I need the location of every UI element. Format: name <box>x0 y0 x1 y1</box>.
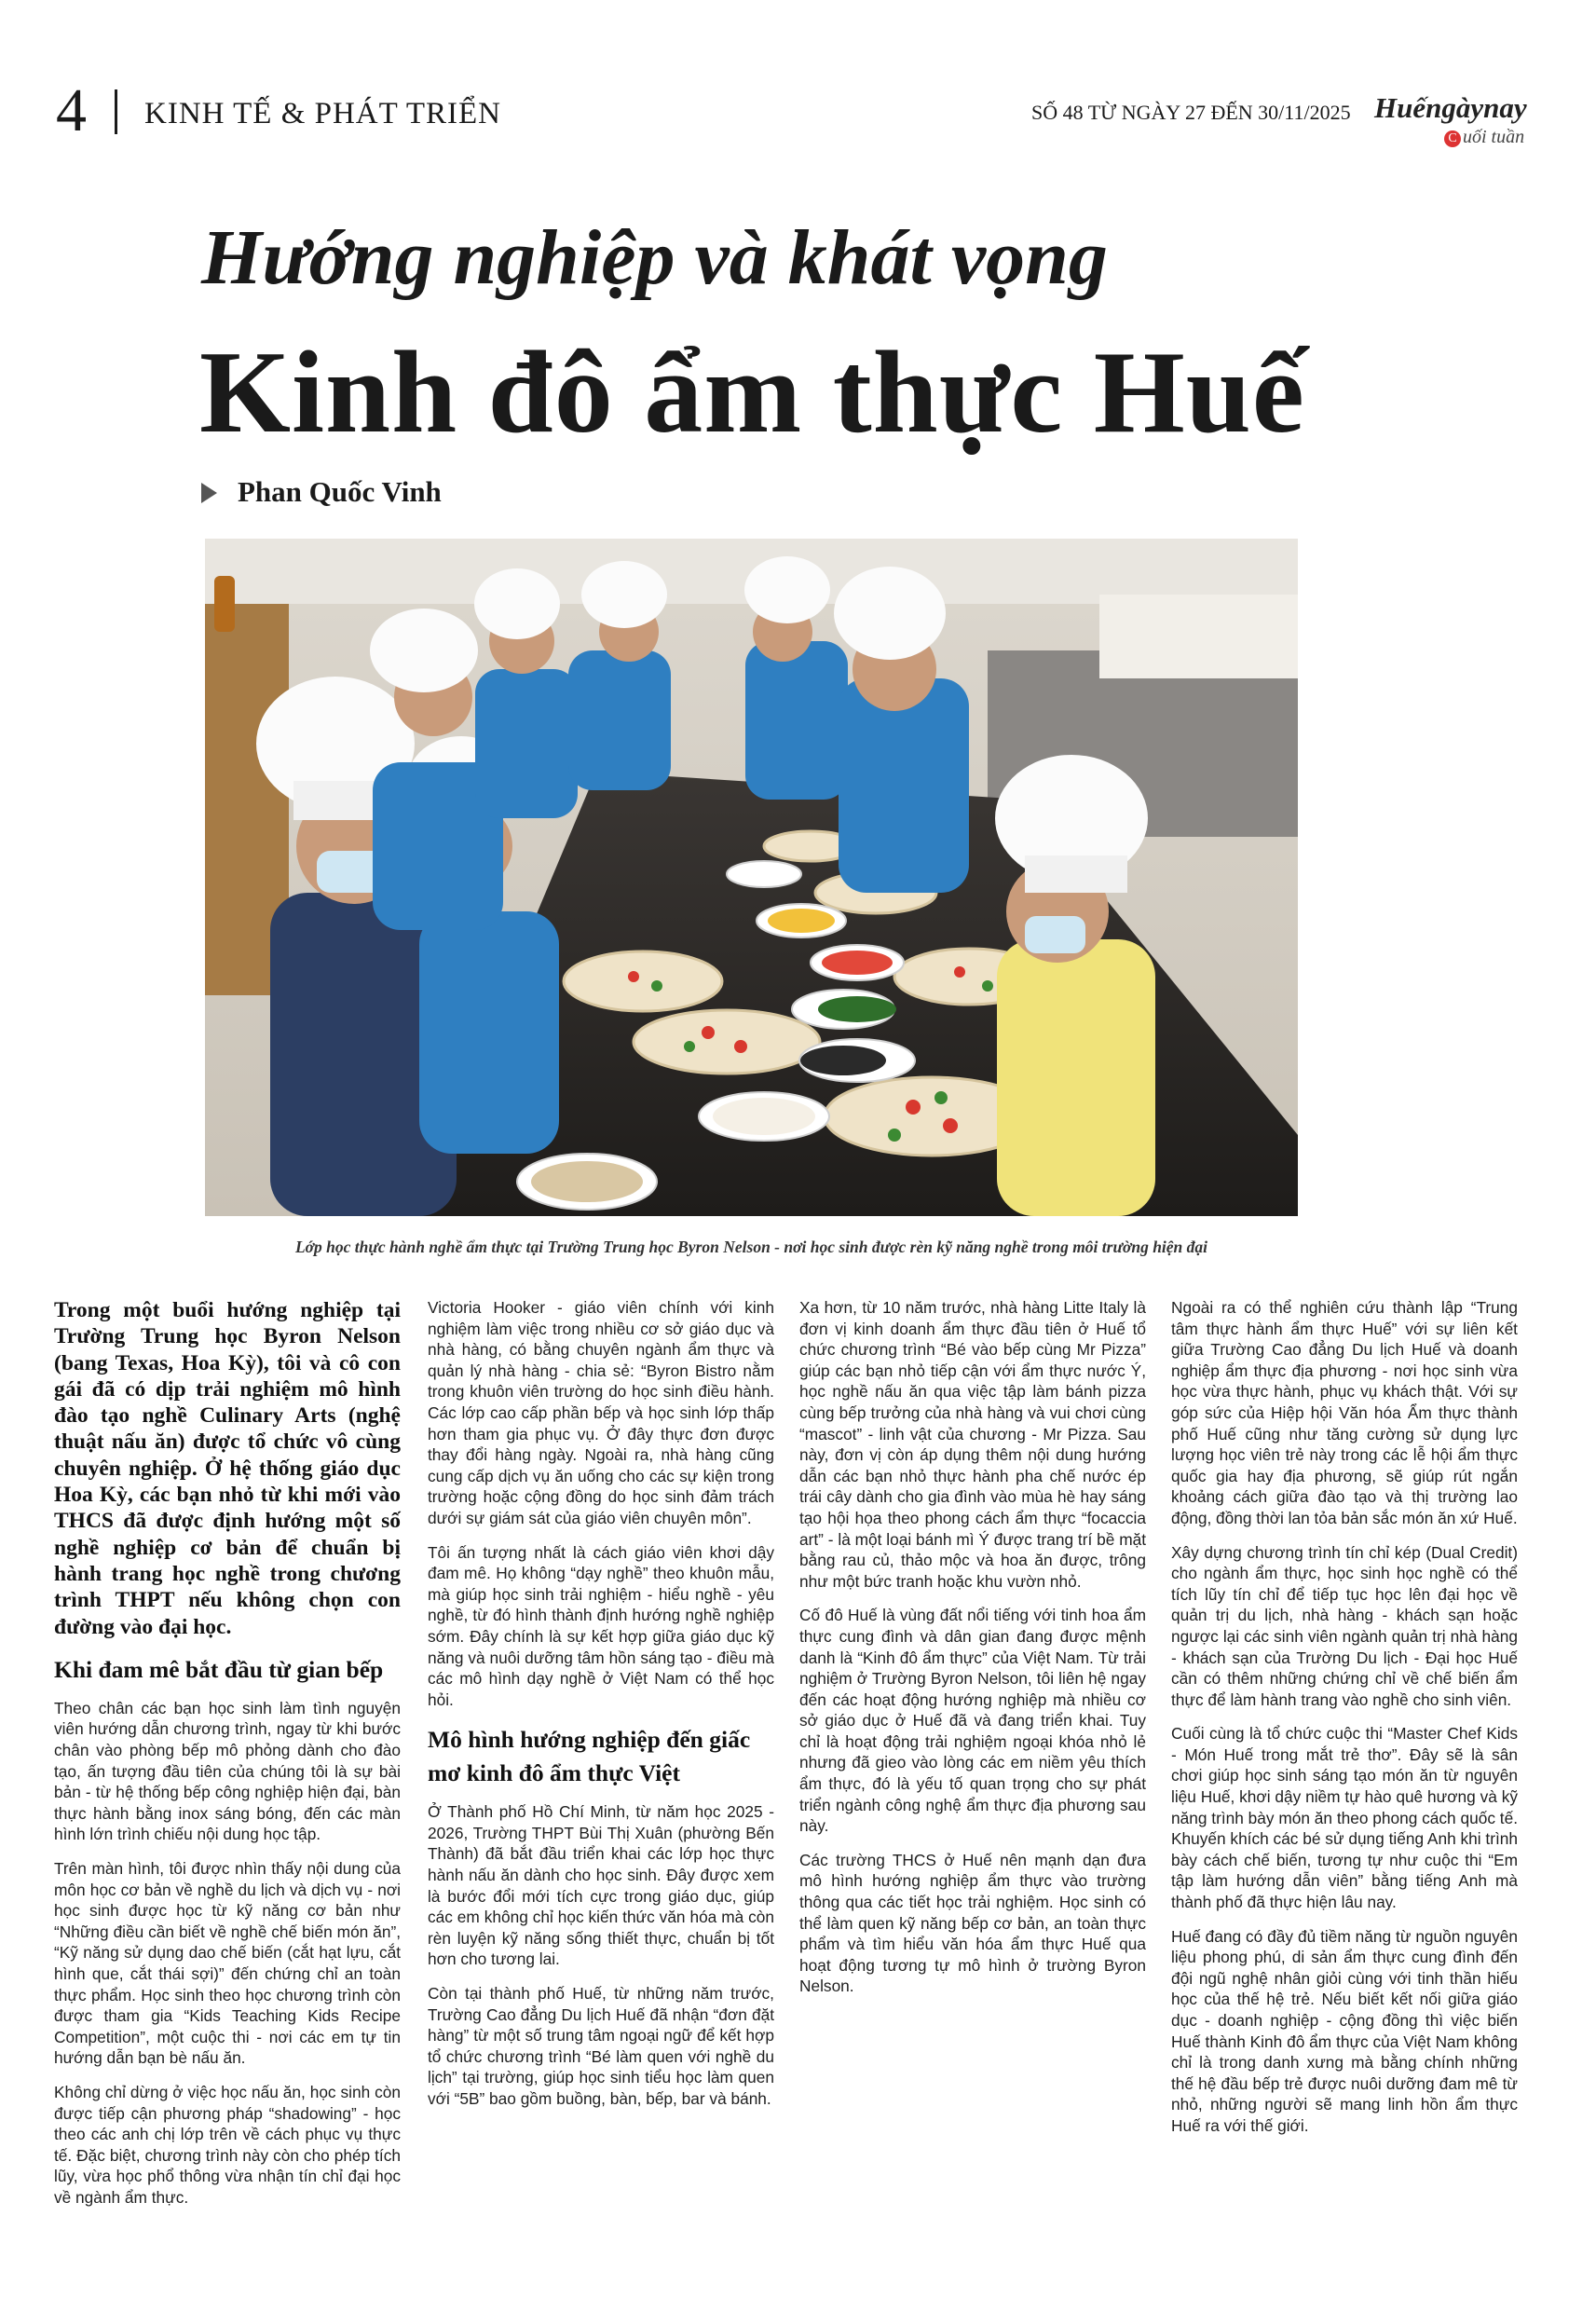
paragraph: Còn tại thành phố Huế, từ những năm trước, Trường Cao đẳng Du lịch Huế đã nhận “đơn đặt hàng” từ một số trung tâm ngoại ngữ để kết hợp tổ chức chương trình “Bé làm quen với nghề du lịch” tại trường, giúp học sinh tiểu học làm quen với “5B” bao gồm buồng, bàn, bếp, bar và bánh. <box>428 1984 774 2108</box>
paragraph: Cố đô Huế là vùng đất nổi tiếng với tinh hoa ẩm thực cung đình và dân gian đang được mệnh danh là “Kinh đô ẩm thực” của Việt Nam. Từ trải nghiệm ở Trường Byron Nelson, tôi liên hệ ngay đến các hoạt động hướng nghiệp mà nhiều cơ sở giáo dục ở Huế đã và đang triển khai. Tuy chỉ là hoạt động trải nghiệm ngoại khóa nhỏ lẻ nhưng đã gieo vào lòng các em niềm yêu thích ẩm thực, đó là yếu tố quan trọng cho sự phát triển ngành công nghệ ẩm thực địa phương sau này. <box>799 1606 1146 1836</box>
paragraph: Xây dựng chương trình tín chỉ kép (Dual Credit) cho ngành ẩm thực, học sinh học nghề có thể tích lũy tín chỉ để tiếp tục học lên đại học về quản trị du lịch, nhà hàng - khách sạn hoặc ngược lại các sinh viên ngành quản trị nhà hàng - khách sạn của Trường Du lịch - Đại học Huế cần có thêm những chứng chỉ về chế biến ẩm thực để làm hành trang vào nghề cho sinh viên. <box>1171 1542 1518 1709</box>
paragraph: Xa hơn, từ 10 năm trước, nhà hàng Litte Italy là đơn vị kinh doanh ẩm thực đầu tiên ở Huế tổ chức chương trình “Bé vào bếp cùng Mr Pizza” giúp các bạn nhỏ tiếp cận với ẩm thực nước Ý, học nghề nấu ăn qua việc tập làm bánh pizza cùng bếp trưởng của nhà hàng và vui chơi cùng “mascot” - linh vật của chương - Mr Pizza. Sau này, đơn vị còn áp dụng thêm nội dung hướng dẫn các bạn nhỏ thực hành pha chế nước ép trái cây dành cho gia đình vào mùa hè hay sáng tạo hội họa theo phong cách ẩm thực “focaccia art” - là một loại bánh mì Ý được trang trí bề mặt bằng rau củ, thảo mộc và hoa ăn được, trông như một bức tranh hoặc khu vườn nhỏ. <box>799 1298 1146 1591</box>
newspaper-logo-subtitle <box>1444 127 1524 148</box>
article-lead: Trong một buổi hướng nghiệp tại Trường Trung học Byron Nelson (bang Texas, Hoa Kỳ), tôi và cô con gái đã có dịp trải nghiệm mô hình đào tạo nghề Culinary Arts (nghệ thuật nấu ăn) được tổ chức vô cùng chuyên nghiệp. Ở hệ thống giáo dục Hoa Kỳ, các bạn nhỏ từ khi mới vào THCS đã được định hướng một số nghề nghiệp cơ bản để chuẩn bị hành trang học nghề trong chương trình THPT nếu không chọn con đường vào đại học. <box>54 1298 401 1639</box>
paragraph: Cuối cùng là tổ chức cuộc thi “Master Chef Kids - Món Huế trong mắt trẻ thơ”. Đây sẽ là sân chơi giúp học sinh sáng tạo món ăn từ nguyên liệu Huế, khơi dậy niềm tự hào quê hương và kỹ năng trình bày món ăn theo phong cách quốc tế. Khuyến khích các bé sử dụng tiếng Anh khi trình bày cách chế biến, tương tự như cuộc thi “Em tập làm hướng dẫn viên” bằng tiếng Anh mà thành phố đã thực hiện lâu nay. <box>1171 1724 1518 1912</box>
paragraph: Các trường THCS ở Huế nên mạnh dạn đưa mô hình hướng nghiệp ẩm thực vào trường thông qua các tiết học trải nghiệm. Học sinh có thể làm quen kỹ năng bếp cơ bản, an toàn thực phẩm và tìm hiểu văn hóa ẩm thực Huế qua hoạt động tương tự mô hình ở trường Byron Nelson. <box>799 1850 1146 1996</box>
page-number: 4 <box>56 76 87 144</box>
paragraph: Ngoài ra có thể nghiên cứu thành lập “Trung tâm thực hành ẩm thực Huế” với sự liên kết giữa Trường Cao đẳng Du lịch Huế và doanh nghiệp ẩm thực địa phương - nơi học sinh vừa học vừa thực hành, phục vụ khách thật. Với sự góp sức của Hiệp hội Văn hóa Ẩm thực thành phố Huế cũng như tăng cường sử dụng lực lượng học viên trẻ này trong các lễ hội ẩm thực quốc gia hay địa phương, sẽ giúp rút ngắn khoảng cách giữa đào tạo và thị trường lao động, đồng thời lan tỏa bản sắc món ăn xứ Huế. <box>1171 1298 1518 1527</box>
subheading-1: Khi đam mê bắt đầu từ gian bếp <box>54 1655 384 1683</box>
cuoi-tuan-mark-icon: C <box>1444 130 1461 147</box>
photo-caption: Lớp học thực hành nghề ẩm thực tại Trường Trung học Byron Nelson - nơi học sinh được rèn kỹ năng nghề trong môi trường hiện đại <box>294 1238 1208 1256</box>
article-kicker: Hướng nghiệp và khát vọng <box>201 214 1108 301</box>
header-divider <box>115 89 117 134</box>
article-column-4 <box>1171 1297 1518 2150</box>
paragraph: Ở Thành phố Hồ Chí Minh, từ năm học 2025 - 2026, Trường THPT Bùi Thị Xuân (phường Bến Thành) đã bắt đầu triển khai các lớp học thực hành nấu ăn dành cho học sinh. Đây được xem là bước đổi mới tích cực trong giáo dục, giúp các em không chỉ học kiến thức văn hóa mà còn rèn luyện kỹ năng sống thiết thực, chuẩn bị tốt hơn cho tương lai. <box>428 1802 774 1969</box>
paragraph: Không chỉ dừng ở việc học nấu ăn, học sinh còn được tiếp cận phương pháp “shadowing” - học theo các anh chị lớp trên về cách phục vụ thực tế. Đặc biệt, chương trình này còn cho phép tích lũy, vừa học phổ thông vừa nhận tín chỉ đại học về ngành ẩm thực. <box>54 2082 401 2207</box>
paragraph: Victoria Hooker - giáo viên chính với kinh nghiệm làm việc trong nhiều cơ sở giáo dục và nhà hàng, có bằng chuyên ngành ẩm thực và quản lý nhà hàng - chia sẻ: “Byron Bistro nằm trong khuôn viên trường do học sinh điều hành. Các lớp cao cấp phần bếp và học sinh lớp thấp hơn tham gia phục vụ. Ở đây thực đơn được thay đổi hàng ngày. Ngoài ra, nhà hàng cũng cung cấp dịch vụ ăn uống cho các sự kiện trong trường hoặc cộng đồng do học sinh đảm trách dưới sự giám sát của giáo viên chuyên môn”. <box>428 1298 774 1527</box>
article-photo <box>205 539 1298 1216</box>
article-title: Kinh đô ẩm thực Huế <box>199 328 1305 458</box>
article-column-2 <box>428 1297 774 2123</box>
byline-triangle-icon <box>201 483 217 503</box>
newspaper-logo: Huếngàynay <box>1374 91 1527 124</box>
brand-sub-text: uối tuần <box>1463 127 1525 147</box>
author-name: Phan Quốc Vinh <box>238 475 442 508</box>
section-title: KINH TẾ & PHÁT TRIỂN <box>144 97 501 130</box>
page-header <box>56 76 1537 147</box>
article-column-3 <box>799 1297 1146 2010</box>
paragraph: Huế đang có đầy đủ tiềm năng từ nguồn nguyên liệu phong phú, di sản ẩm thực cung đình đến đội ngũ nghệ nhân giỏi cùng với tinh thần hiếu học của thế hệ trẻ. Nếu biết kết nối giữa giáo dục - doanh nghiệp - cộng đồng thì việc biến Huế thành Kinh đô ẩm thực của Việt Nam không chỉ là trong danh xưng mà bằng chính những thế hệ đầu bếp trẻ được nuôi dưỡng đam mê từ nhỏ, những người sẽ mang linh hồn ẩm thực Huế ra với thế giới. <box>1171 1926 1518 2135</box>
subheading-2: Mô hình hướng nghiệp đến giấc mơ kinh đô ẩm thực Việt <box>428 1726 751 1787</box>
issue-info: SỐ 48 TỪ NGÀY 27 ĐẾN 30/11/2025 <box>1031 101 1351 124</box>
article-column-1 <box>54 1297 401 2222</box>
paragraph: Theo chân các bạn học sinh làm tình nguyện viên hướng dẫn chương trình, ngay từ khi bước chân vào phòng bếp mô phỏng dành cho đào tạo, ấn tượng đầu tiên của chúng tôi là sự bài bản - từ hệ thống bếp công nghiệp hiện đại, bàn thực hành bằng inox sáng bóng, đến các màn hình lớn trình chiếu nội dung học tập. <box>54 1698 401 1844</box>
paragraph: Tôi ấn tượng nhất là cách giáo viên khơi dậy đam mê. Họ không “dạy nghề” theo khuôn mẫu, mà giúp học sinh trải nghiệm - hiểu nghề - yêu nghề, từ đó hình thành định hướng nghề nghiệp sớm. Đây chính là sự kết hợp giữa giáo dục kỹ năng và nuôi dưỡng tâm hồn sáng tạo - điều mà các mô hình dạy nghề ở Việt Nam có thể học hỏi. <box>428 1542 774 1709</box>
paragraph: Trên màn hình, tôi được nhìn thấy nội dung của môn học cơ bản về nghề du lịch và dịch vụ - nơi học sinh được học từ kỹ năng cơ bản như “Những điều cần biết về nghề chế biến món ăn”, “Kỹ năng sử dụng dao chế biến (cắt hạt lựu, cắt hình que, cắt thái sợi)” đến chứng chỉ an toàn thực phẩm. Học sinh theo học chương trình còn được tham gia “Kids Teaching Kids Recipe Competition”, một cuộc thi - nơi các em tự tin hướng dẫn bạn bè nấu ăn. <box>54 1859 401 2068</box>
byline <box>201 475 442 509</box>
